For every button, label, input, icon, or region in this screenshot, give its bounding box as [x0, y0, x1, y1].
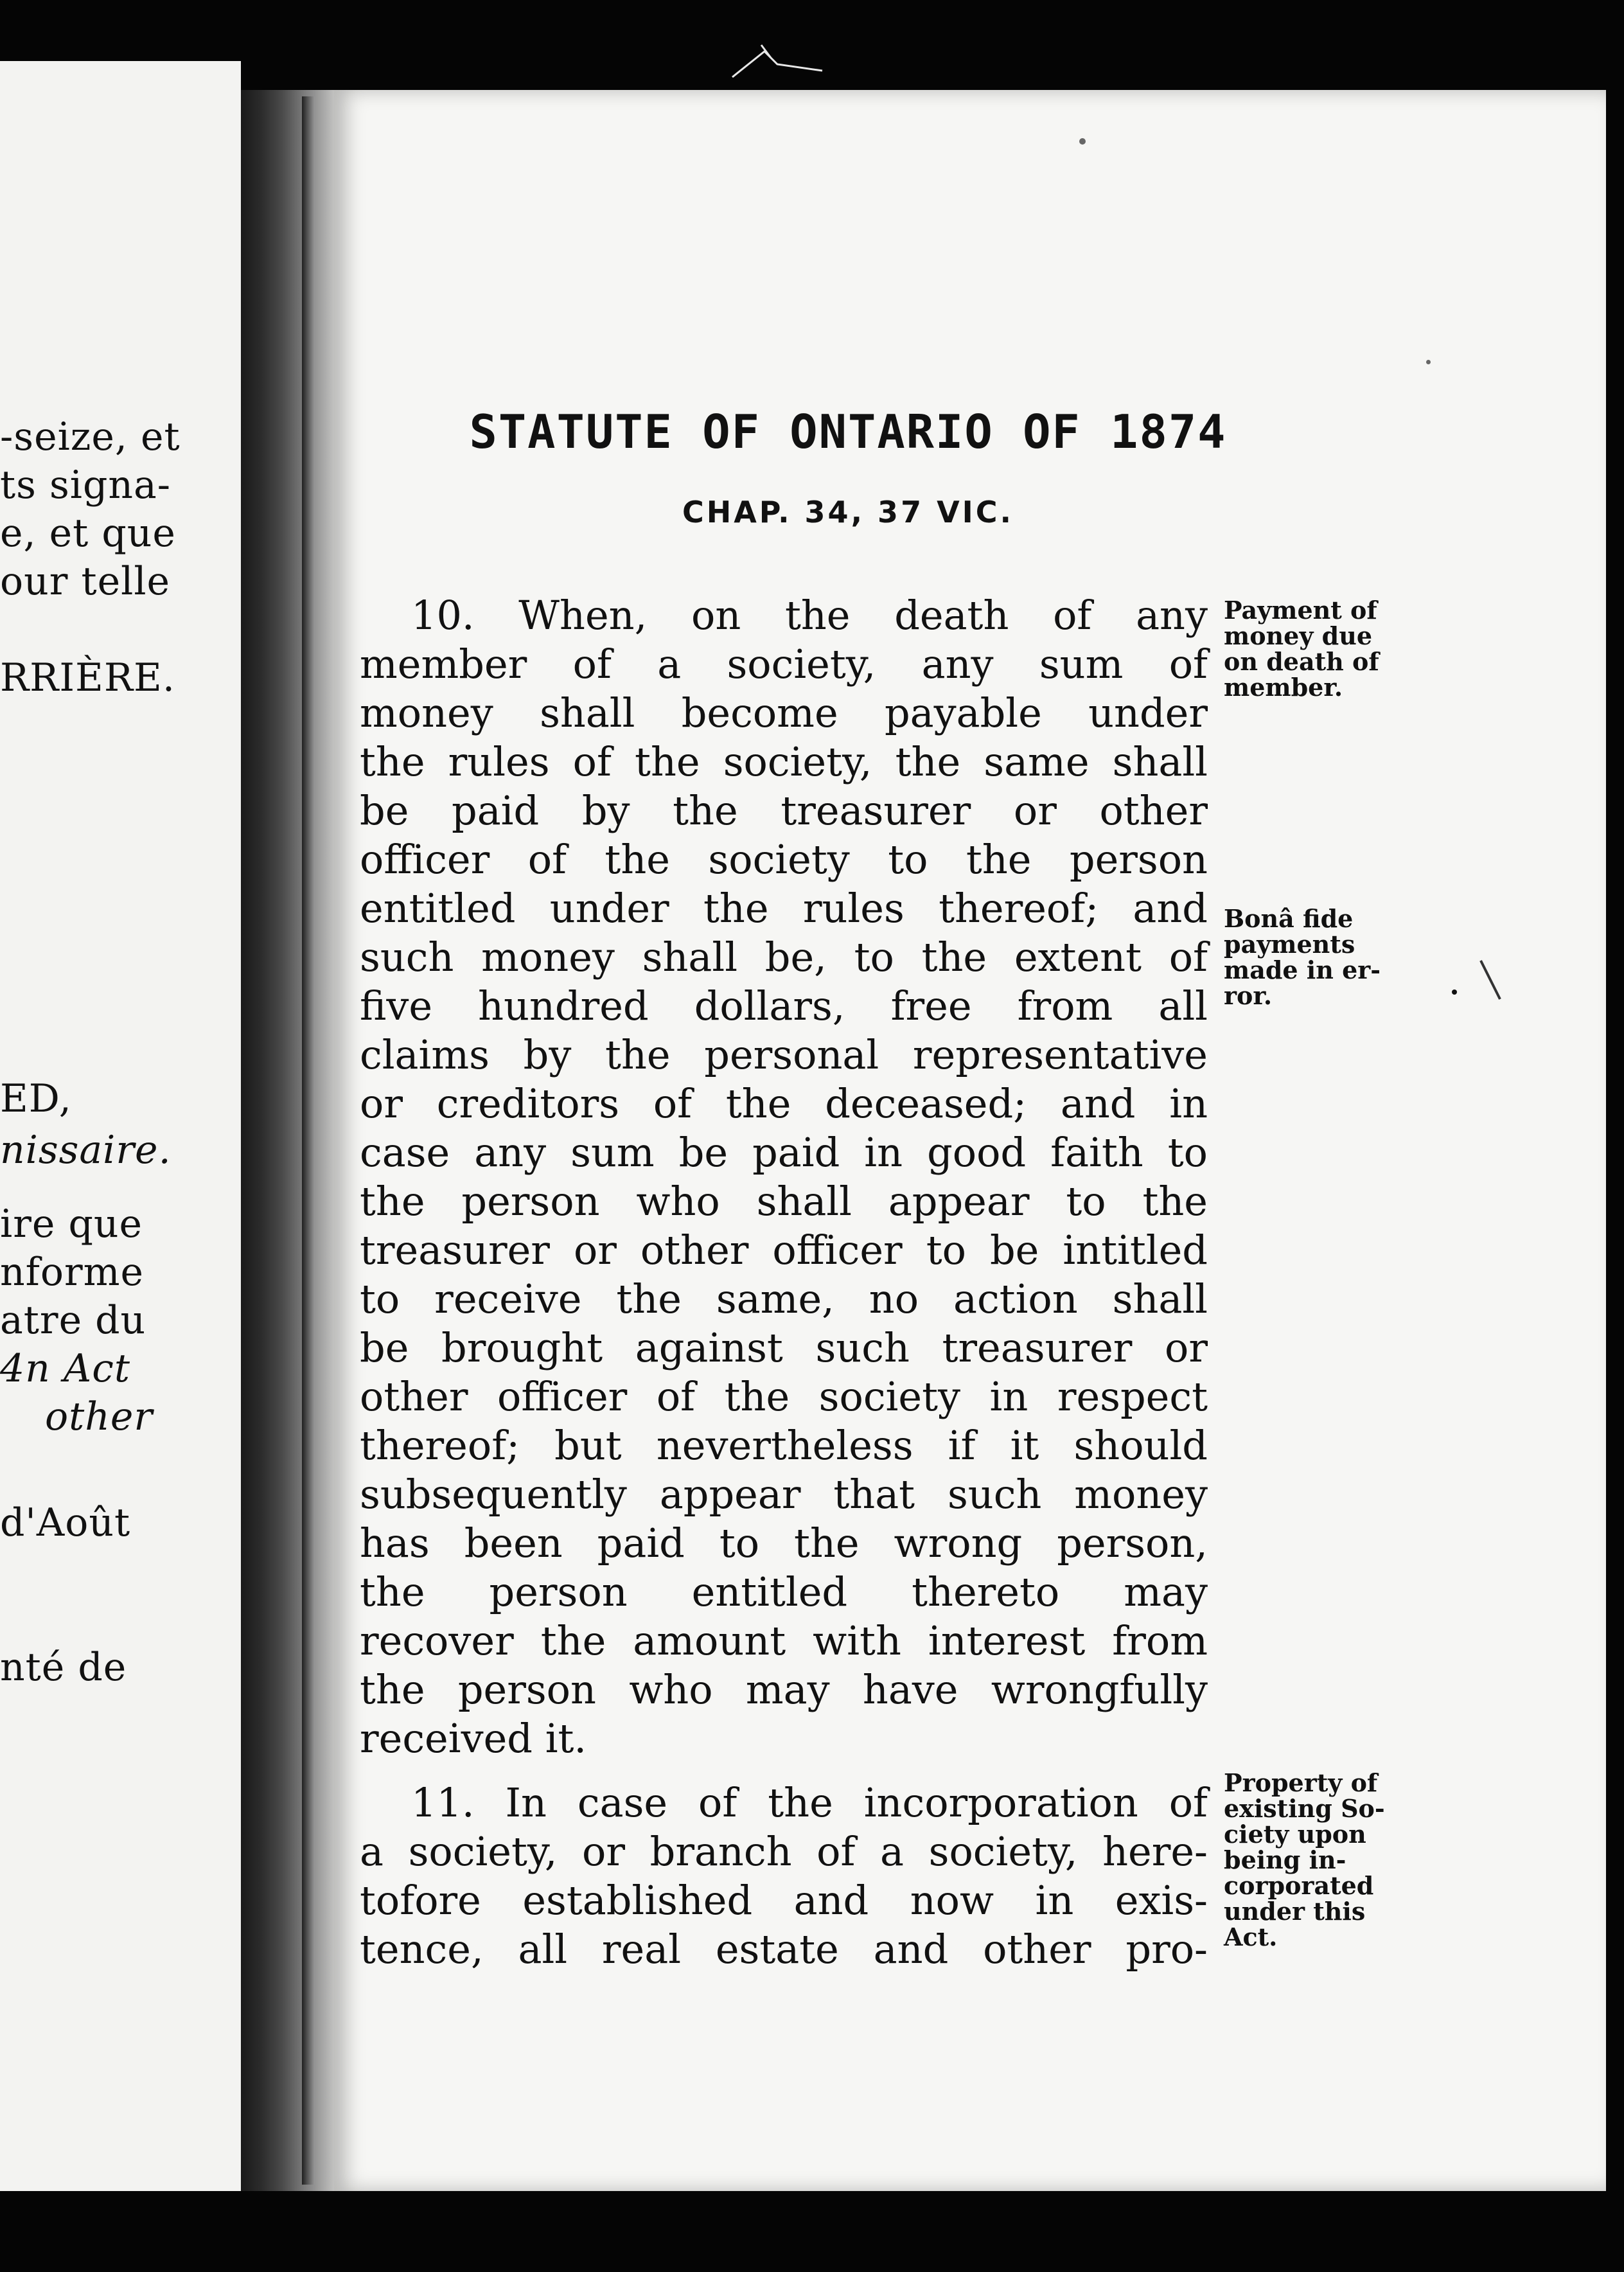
left-page-line: atre du: [0, 1298, 146, 1343]
body-text-line: 10. When, on the death of any: [411, 592, 1208, 639]
body-text-line: recover the amount with interest from: [360, 1617, 1208, 1664]
margin-note-line: ror.: [1224, 981, 1273, 1010]
body-text-line: the person who shall appear to the: [360, 1178, 1208, 1225]
ink-stroke-mark: [1478, 957, 1503, 1002]
paper-speck: [1426, 360, 1431, 364]
left-page-line: other: [45, 1394, 154, 1439]
body-text-line: thereof; but nevertheless if it should: [360, 1422, 1208, 1469]
body-text-line: such money shall be, to the extent of: [360, 934, 1208, 981]
chapter-subtitle: CHAP. 34, 37 VIC.: [682, 495, 1014, 529]
body-text-line: other officer of the society in respect: [360, 1373, 1208, 1420]
margin-note-line: ciety upon: [1224, 1820, 1366, 1849]
margin-note-payment: [1224, 598, 1429, 700]
previous-page-fragment: [0, 61, 241, 2191]
margin-note-line: Payment of: [1224, 596, 1377, 625]
body-text-line: tence, all real estate and other pro-: [360, 1926, 1208, 1973]
margin-note-line: corporated: [1224, 1871, 1374, 1900]
book-gutter: [241, 90, 344, 2191]
statute-title: STATUTE OF ONTARIO OF 1874: [469, 405, 1227, 459]
left-page-line: nté de: [0, 1645, 127, 1690]
left-page-line: nforme: [0, 1250, 145, 1295]
margin-note-line: existing So-: [1224, 1794, 1385, 1823]
margin-note-line: Property of: [1224, 1768, 1378, 1797]
body-text-line: or creditors of the deceased; and in: [360, 1080, 1208, 1127]
body-text-line: 11. In case of the incorporation of: [411, 1779, 1208, 1826]
body-text-line: be brought against such treasurer or: [360, 1324, 1208, 1371]
body-text-line: has been paid to the wrong person,: [360, 1520, 1208, 1566]
margin-note-line: Bonâ fide: [1224, 904, 1354, 933]
body-text-line: received it.: [360, 1715, 587, 1762]
margin-note-line: under this: [1224, 1897, 1366, 1926]
margin-note-property: [1224, 1770, 1429, 1950]
body-text-line: to receive the same, no action shall: [360, 1275, 1208, 1322]
body-text-line: officer of the society to the person: [360, 836, 1208, 883]
fold-shadow: [302, 96, 315, 2185]
left-page-line: RRIÈRE.: [0, 655, 175, 700]
margin-note-line: payments: [1224, 930, 1355, 959]
left-page-line: 4n Act: [0, 1346, 130, 1391]
body-text-line: money shall become payable under: [360, 689, 1208, 736]
body-text-line: treasurer or other officer to be intitled: [360, 1227, 1208, 1274]
margin-note-line: on death of: [1224, 647, 1379, 676]
body-text-line: five hundred dollars, free from all: [360, 982, 1208, 1029]
margin-note-line: made in er-: [1224, 955, 1381, 984]
body-text-line: the person who may have wrongfully: [360, 1666, 1208, 1713]
margin-note-line: money due: [1224, 621, 1373, 650]
body-text-line: subsequently appear that such money: [360, 1471, 1208, 1518]
body-text-line: a society, or branch of a society, here-: [360, 1828, 1208, 1875]
left-page-line: ts signa-: [0, 463, 172, 508]
body-text-line: tofore established and now in exis-: [360, 1877, 1208, 1924]
ink-dot: [1452, 990, 1457, 995]
body-text-line: be paid by the treasurer or other: [360, 787, 1208, 834]
body-text-line: entitled under the rules thereof; and: [360, 885, 1208, 932]
left-page-line: ire que: [0, 1202, 143, 1247]
margin-note-bona-fide: [1224, 906, 1429, 1009]
left-page-line: -seize, et: [0, 414, 181, 459]
left-page-line: nissaire.: [0, 1128, 172, 1173]
body-text-line: member of a society, any sum of: [360, 641, 1208, 688]
top-edge-tear-mark: [726, 39, 829, 90]
margin-note-line: member.: [1224, 673, 1343, 702]
left-page-line: d'Août: [0, 1500, 131, 1545]
margin-note-line: being in-: [1224, 1845, 1346, 1874]
body-text-line: the person entitled thereto may: [360, 1568, 1208, 1615]
body-text-line: claims by the personal representative: [360, 1031, 1208, 1078]
body-text-line: case any sum be paid in good faith to: [360, 1129, 1208, 1176]
left-page-line: e, et que: [0, 511, 176, 556]
paper-speck: [1079, 138, 1086, 145]
margin-note-line: Act.: [1224, 1922, 1278, 1951]
left-page-line: our telle: [0, 559, 171, 604]
left-page-line: ED,: [0, 1076, 72, 1121]
body-text-line: the rules of the society, the same shall: [360, 738, 1208, 785]
